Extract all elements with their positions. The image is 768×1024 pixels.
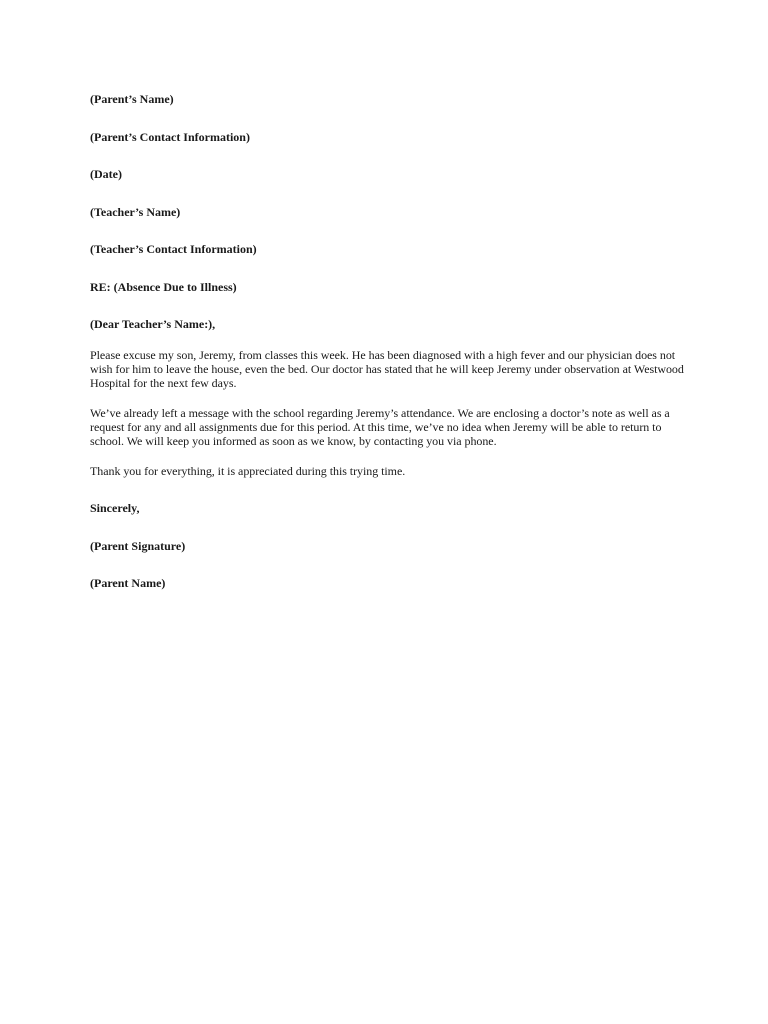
teacher-name-field: (Teacher’s Name) xyxy=(90,204,181,219)
body-paragraph: We’ve already left a message with the school regarding Jeremy’s attendance. We are enclosing a doctor’s note as well as a request for any and all assignments due for this period. At this time, we’ve no idea when Jeremy will be able to return to school. We will keep you informed as soon as we know, by contacting you via phone. xyxy=(90,406,670,448)
date-field: (Date) xyxy=(90,167,122,181)
parent-name-field: (Parent’s Name) xyxy=(90,92,174,106)
body-paragraph: Thank you for everything, it is appreciated during this trying time. xyxy=(90,464,406,478)
letter-body xyxy=(90,92,690,590)
parent-contact-field: (Parent’s Contact Information) xyxy=(90,129,250,144)
closing: Sincerely, xyxy=(90,501,140,515)
parent-name-bottom-field: (Parent Name) xyxy=(90,576,166,590)
signature-field: (Parent Signature) xyxy=(90,538,186,553)
body-paragraph: Please excuse my son, Jeremy, from classes this week. He has been diagnosed with a high fever and our physician does not wish for him to leave the house, even the bed. Our doctor has stated that he will keep Jeremy under observation at Westwood Hospital for the next few days. xyxy=(90,348,684,390)
teacher-contact-field: (Teacher’s Contact Information) xyxy=(90,242,257,256)
subject-line: RE: (Absence Due to Illness) xyxy=(90,279,237,294)
salutation: (Dear Teacher’s Name:), xyxy=(90,317,216,331)
